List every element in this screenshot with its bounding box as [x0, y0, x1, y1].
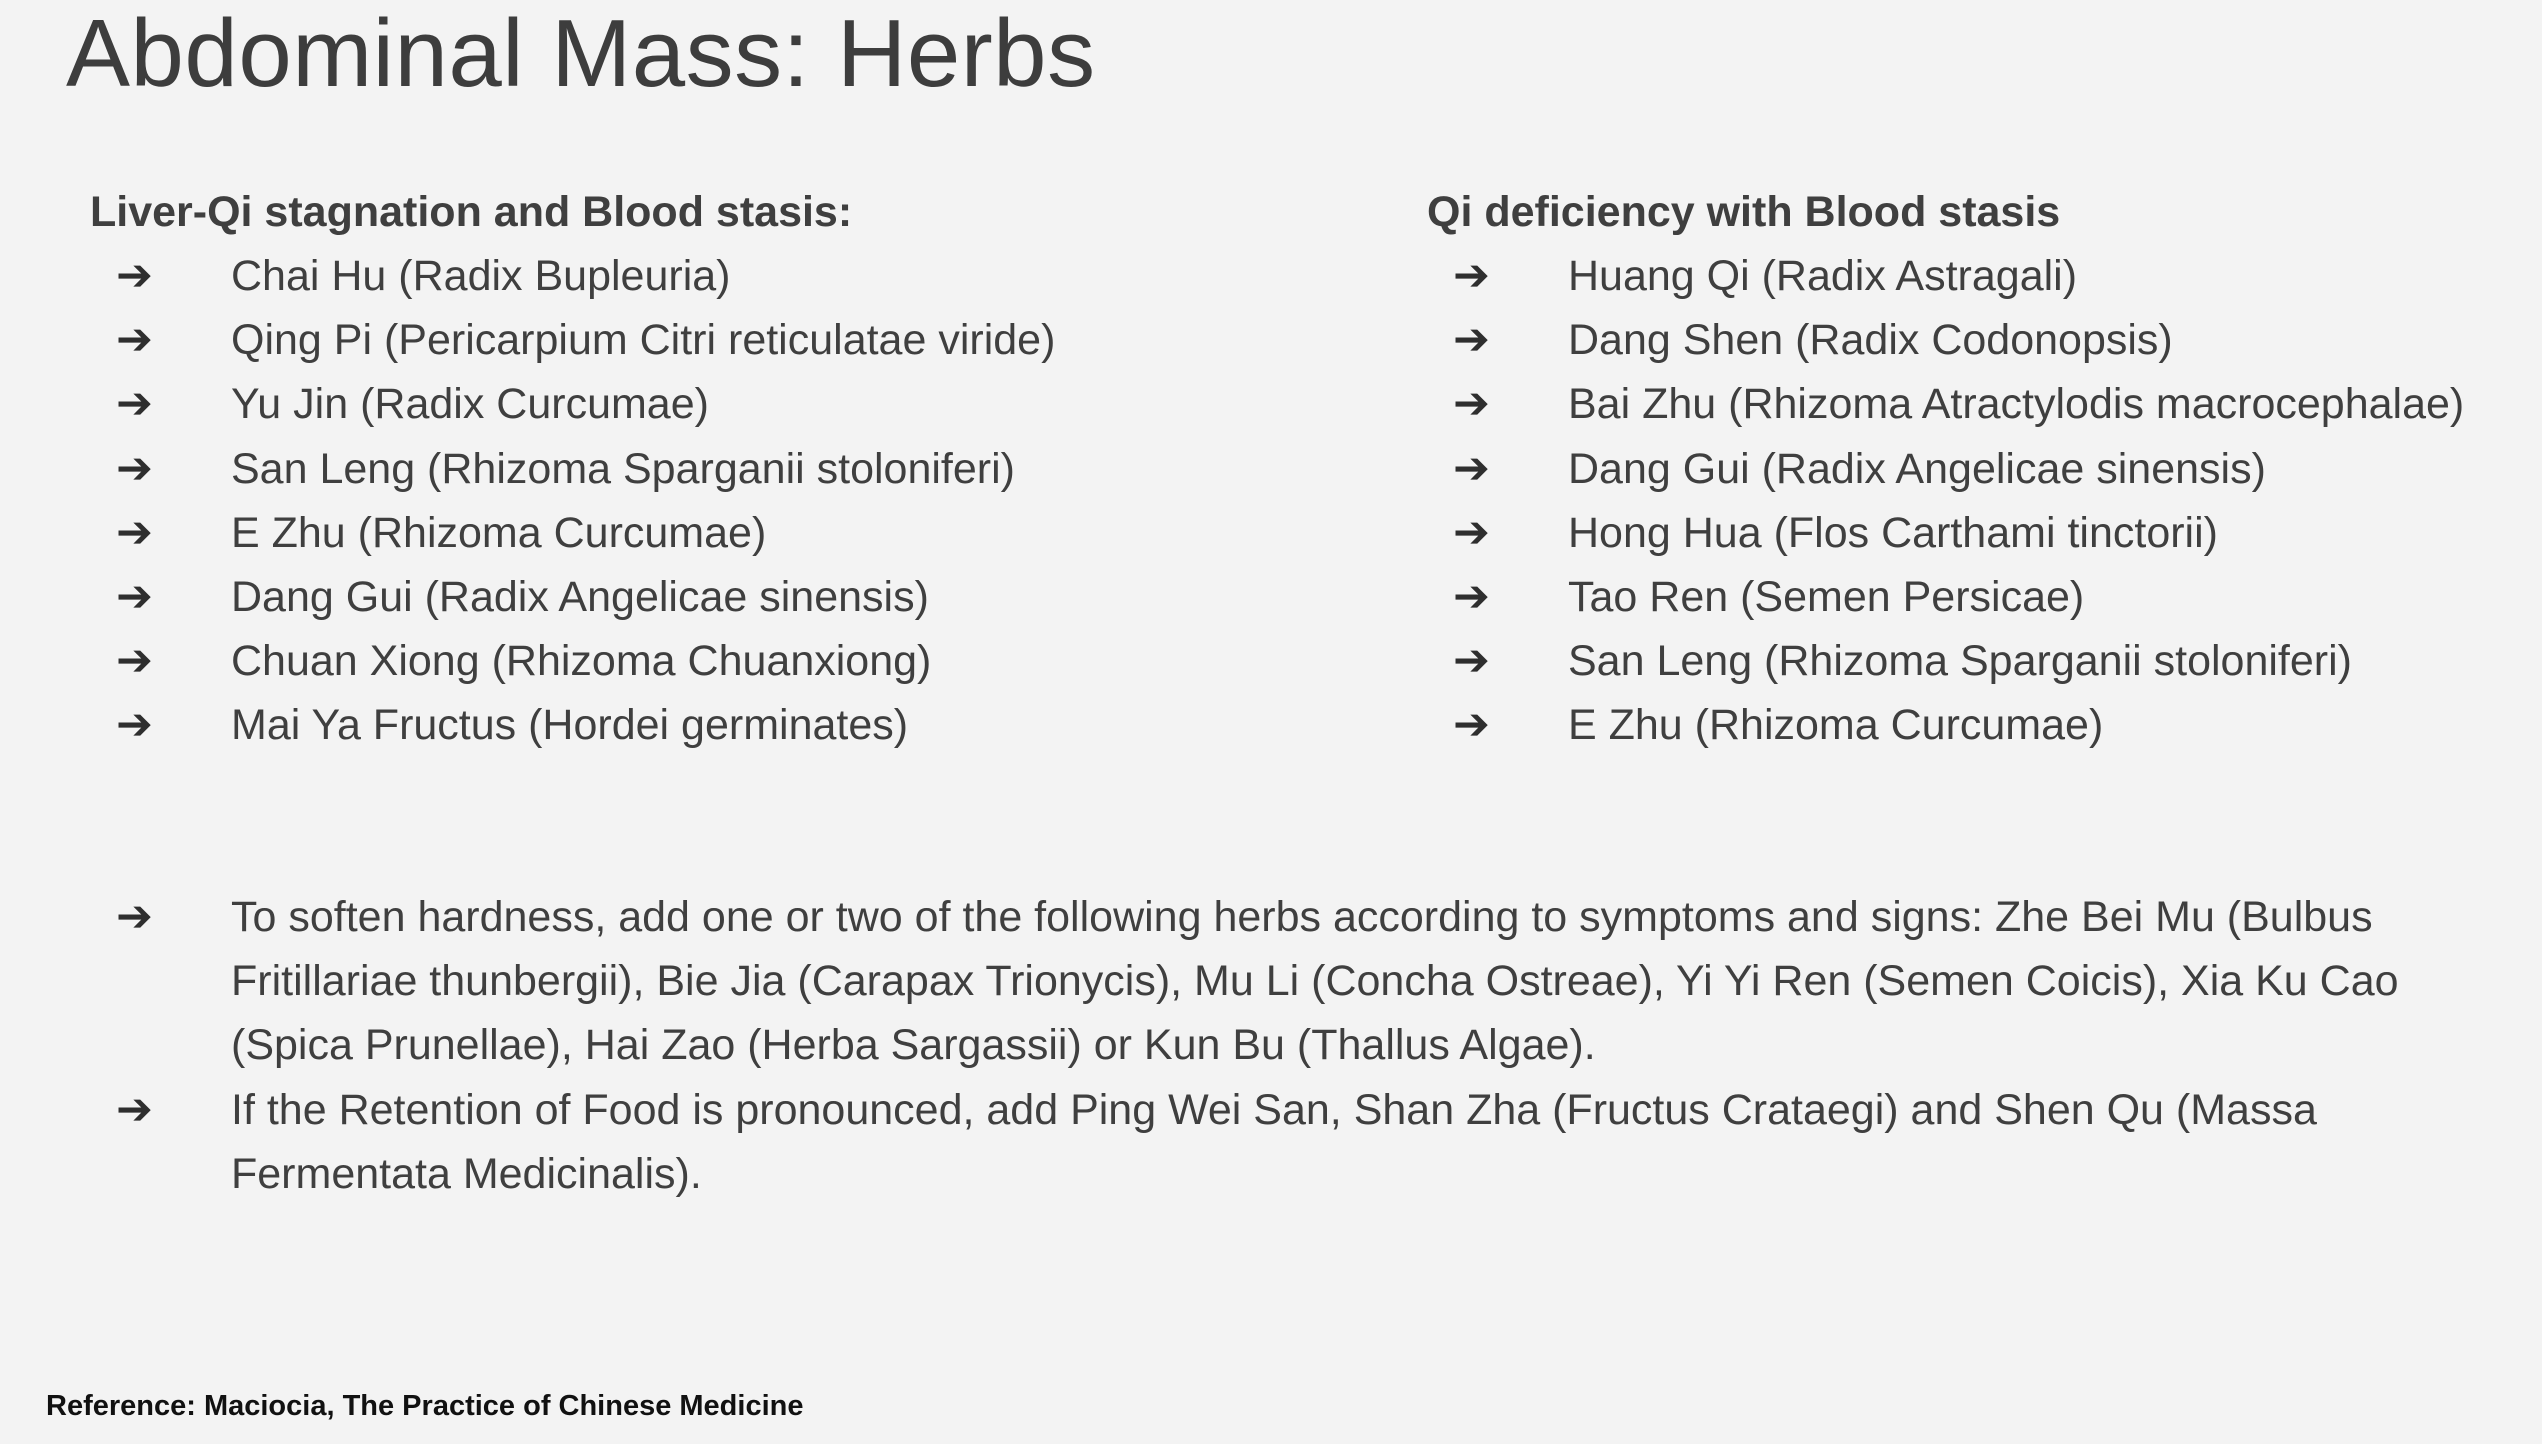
list-item [1427, 629, 2527, 693]
list-item [90, 501, 1390, 565]
list-item [90, 693, 1390, 757]
herb-name: E Zhu (Rhizoma Curcumae) [1568, 701, 2104, 750]
arrow-right-icon: ➔ [116, 443, 153, 493]
list-item [90, 308, 1390, 372]
arrow-right-icon: ➔ [1453, 315, 1490, 365]
herb-name: Chuan Xiong (Rhizoma Chuanxiong) [231, 637, 932, 686]
list-item [90, 437, 1390, 501]
right-herb-list [1427, 244, 2527, 758]
herb-name: Mai Ya Fructus (Hordei germinates) [231, 701, 909, 750]
list-item [1427, 244, 2527, 308]
note-item [90, 885, 2521, 1078]
arrow-right-icon: ➔ [116, 1084, 153, 1134]
arrow-right-icon: ➔ [1453, 379, 1490, 429]
herb-name: Bai Zhu (Rhizoma Atractylodis macrocephalae) [1568, 380, 2465, 429]
arrow-right-icon: ➔ [1453, 636, 1490, 686]
herb-name: San Leng (Rhizoma Sparganii stoloniferi) [1568, 637, 2352, 686]
right-column [1427, 180, 2527, 758]
arrow-right-icon: ➔ [116, 379, 153, 429]
left-column-heading: Liver-Qi stagnation and Blood stasis: [90, 188, 853, 236]
herb-name: Hong Hua (Flos Carthami tinctorii) [1568, 508, 2218, 557]
arrow-right-icon: ➔ [116, 892, 153, 941]
arrow-right-icon: ➔ [1453, 507, 1490, 557]
slide-title: Abdominal Mass: Herbs [66, 0, 1096, 107]
list-item [90, 244, 1390, 308]
arrow-right-icon: ➔ [116, 251, 153, 300]
arrow-right-icon: ➔ [116, 700, 153, 750]
list-item [90, 372, 1390, 436]
list-item [1427, 308, 2527, 372]
list-item [1427, 501, 2527, 565]
herb-name: Huang Qi (Radix Astragali) [1568, 252, 2078, 300]
list-item [90, 629, 1390, 693]
note-text: If the Retention of Food is pronounced, add Ping Wei San, Shan Zha (Fructus Crataegi) and Shen Qu (Massa Fermentata Medicinalis). [231, 1085, 2317, 1198]
list-item [1427, 565, 2527, 629]
arrow-right-icon: ➔ [1453, 571, 1490, 621]
list-item [1427, 437, 2527, 501]
herb-name: Yu Jin (Radix Curcumae) [231, 380, 709, 429]
note-item [90, 1078, 2521, 1206]
list-item [90, 565, 1390, 629]
herb-name: San Leng (Rhizoma Sparganii stoloniferi) [231, 444, 1015, 493]
list-item [1427, 372, 2527, 436]
herb-name: E Zhu (Rhizoma Curcumae) [231, 508, 767, 557]
herb-name: Tao Ren (Semen Persicae) [1568, 572, 2085, 621]
notes-list [90, 885, 2490, 1206]
arrow-right-icon: ➔ [116, 571, 153, 621]
left-column [90, 180, 1390, 758]
herb-name: Dang Gui (Radix Angelicae sinensis) [1568, 444, 2266, 493]
herb-name: Chai Hu (Radix Bupleuria) [231, 252, 731, 300]
arrow-right-icon: ➔ [1453, 700, 1490, 750]
left-herb-list [90, 244, 1390, 758]
list-item [1427, 693, 2527, 757]
herb-name: Dang Gui (Radix Angelicae sinensis) [231, 572, 929, 621]
reference-citation: Reference: Maciocia, The Practice of Chinese Medicine [46, 1390, 804, 1422]
arrow-right-icon: ➔ [116, 636, 153, 686]
arrow-right-icon: ➔ [1453, 443, 1490, 493]
arrow-right-icon: ➔ [1453, 251, 1490, 300]
herb-name: Qing Pi (Pericarpium Citri reticulatae viride) [231, 316, 1056, 365]
arrow-right-icon: ➔ [116, 315, 153, 365]
note-text: To soften hardness, add one or two of the following herbs according to symptoms and signs: Zhe Bei Mu (Bulbus Fritillariae thunbergii), Bie Jia (Carapax Trionycis), Mu Li (Concha Ostreae), Yi Yi Ren (Semen Coicis), Xia Ku Cao (Spica Prunellae), Hai Zao (Herba Sargassii) or Kun Bu (Thallus Algae). [231, 893, 2399, 1070]
right-column-heading: Qi deficiency with Blood stasis [1427, 188, 2061, 236]
arrow-right-icon: ➔ [116, 507, 153, 557]
herb-name: Dang Shen (Radix Codonopsis) [1568, 316, 2173, 365]
